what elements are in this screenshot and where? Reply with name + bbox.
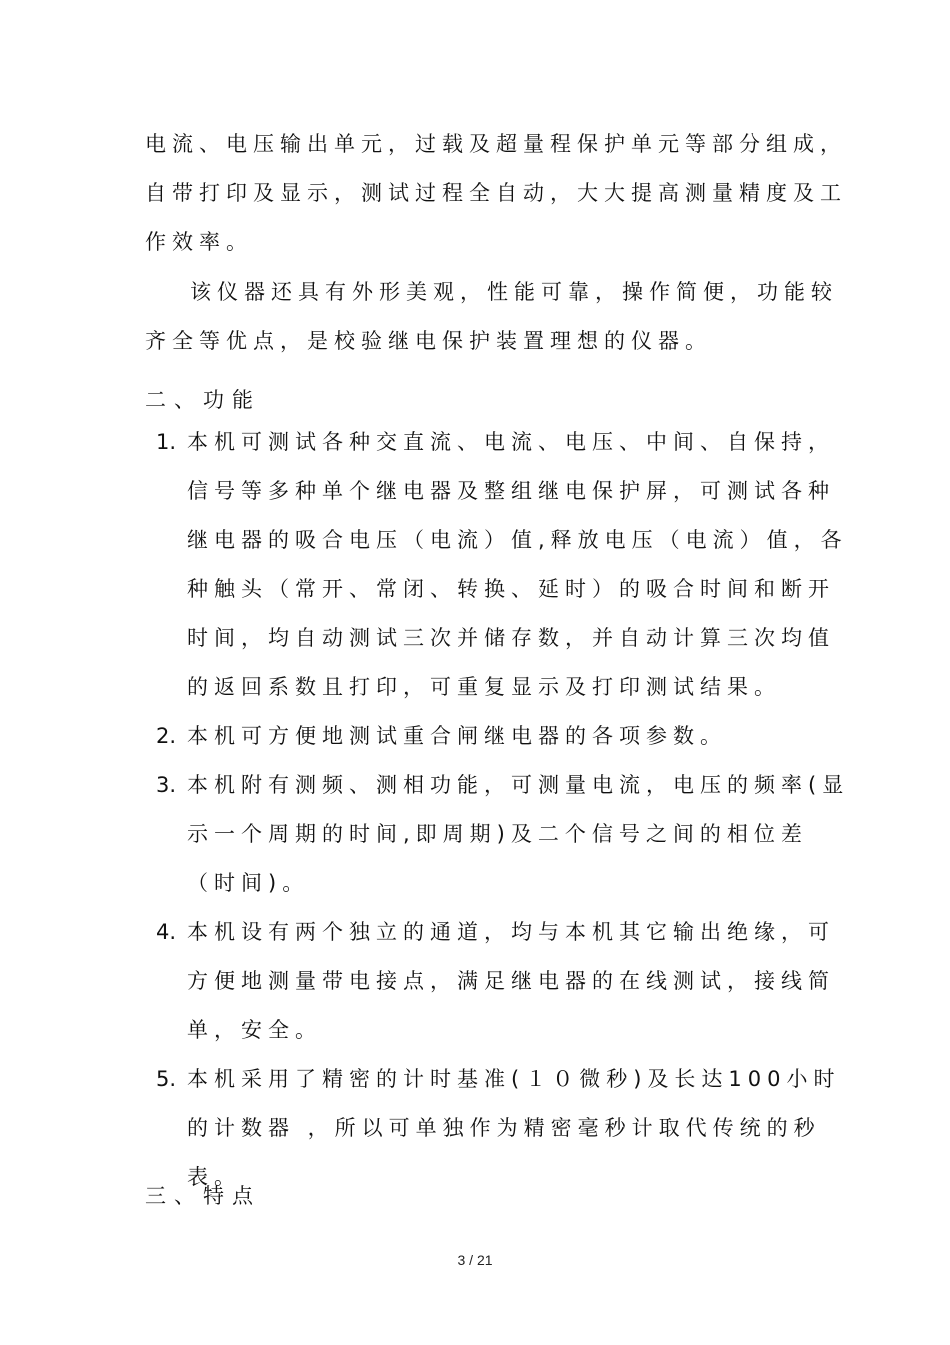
list-item-number: 1. [156, 430, 177, 454]
page-number: 3 / 21 [457, 1252, 493, 1268]
list-item-number: 4. [156, 920, 177, 944]
list-item-number: 3. [156, 773, 177, 797]
intro-paragraph-2: 该仪器还具有外形美观，性能可靠，操作简便，功能较齐全等优点，是校验继电保护装置理想的仪器。 [145, 280, 838, 353]
list-item-number: 2. [156, 724, 177, 748]
list-item [156, 712, 860, 761]
list-item-text: 本机可方便地测试重合闸继电器的各项参数。 [187, 724, 727, 748]
list-item-text: 本机附有测频、测相功能，可测量电流，电压的频率(显示一个周期的时间,即周期)及二个信号之间的相位差（时间)。 [187, 773, 850, 895]
section-heading-functions: 二、功能 [145, 388, 261, 412]
list-item [156, 1055, 860, 1202]
list-item-text: 本机设有两个独立的通道，均与本机其它输出绝缘，可方便地测量带电接点，满足继电器的在线测试，接线简单，安全。 [187, 920, 835, 1042]
list-item-text: 本机采用了精密的计时基准(１０微秒)及长达100小时的计数器 ，所以可单独作为精密毫秒计取代传统的秒表。 [187, 1067, 841, 1189]
list-item-number: 5. [156, 1067, 177, 1091]
intro-paragraph-1: 电流、电压输出单元，过载及超量程保护单元等部分组成，自带打印及显示，测试过程全自动，大大提高测量精度及工作效率。 [145, 132, 847, 254]
list-item [156, 908, 860, 1055]
list-item [156, 761, 860, 908]
section-heading-features: 三、特点 [145, 1184, 261, 1208]
list-item-text: 本机可测试各种交直流、电流、电压、中间、自保持，信号等多种单个继电器及整组继电保护屏，可测试各种继电器的吸合电压（电流）值,释放电压（电流）值，各种触头（常开、常闭、转换、延时）的吸合时间和断开时间，均自动测试三次并储存数，并自动计算三次均值的返回系数且打印，可重复显示及打印测试结果。 [187, 430, 848, 699]
function-list [156, 418, 860, 1202]
list-item [156, 418, 860, 712]
